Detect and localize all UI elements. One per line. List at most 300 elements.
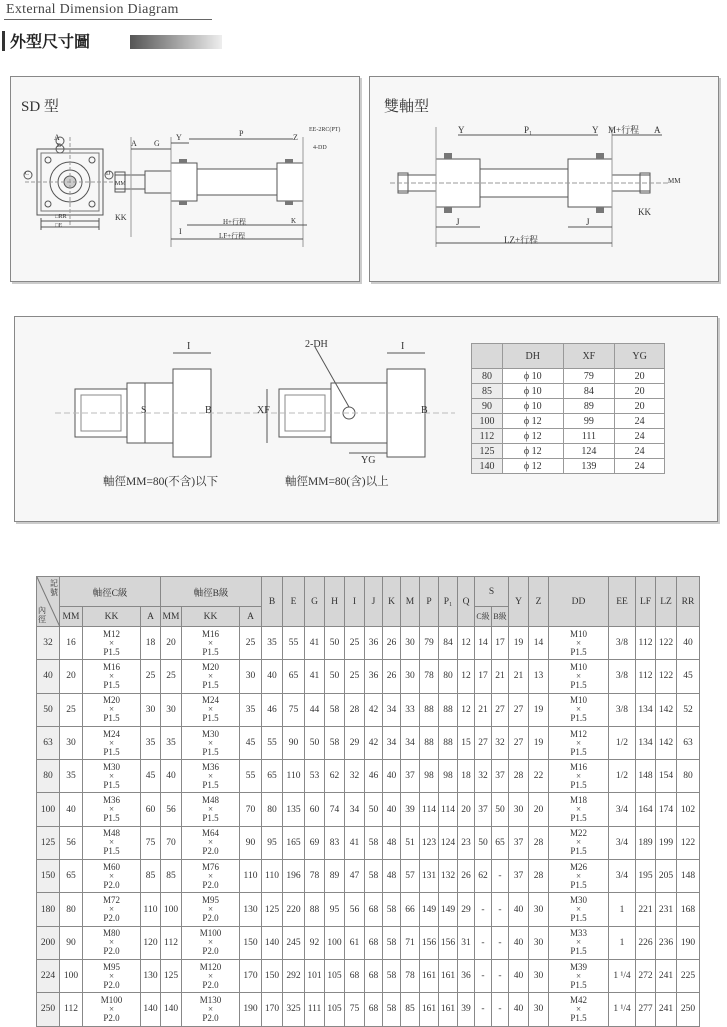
value-cell: 92 <box>305 926 325 959</box>
thread-part: P1.5 <box>570 713 587 724</box>
value-cell: 37 <box>475 793 492 826</box>
thread-part: × <box>207 1003 214 1014</box>
value-cell: 37 <box>492 760 509 793</box>
label-xf: XF <box>257 405 270 416</box>
thread-part: × <box>108 804 115 815</box>
value-cell: 110 <box>283 760 305 793</box>
value-cell: 85 <box>141 860 161 893</box>
value-cell: 195 <box>636 860 656 893</box>
value-cell: 170 <box>240 959 262 992</box>
thread-cell <box>83 860 141 893</box>
dh-value-cell: 89 <box>563 399 615 414</box>
value-cell: 48 <box>383 826 401 859</box>
value-cell: 30 <box>529 926 549 959</box>
value-cell: 40 <box>262 660 283 693</box>
value-cell: 55 <box>262 726 283 759</box>
corner-bottom: 內徑 <box>38 606 46 624</box>
thread-part: × <box>207 670 214 681</box>
value-cell: 114 <box>439 793 458 826</box>
bore-cell: 50 <box>37 693 60 726</box>
value-cell: 18 <box>141 627 161 660</box>
value-cell: 70 <box>240 793 262 826</box>
sub-c-a: A <box>141 607 161 627</box>
value-cell: 39 <box>458 993 475 1026</box>
value-cell: - <box>492 860 509 893</box>
value-cell: 110 <box>141 893 161 926</box>
label-a2: A <box>131 139 137 148</box>
thread-cell <box>549 959 609 992</box>
value-cell: 190 <box>240 993 262 1026</box>
value-cell: 65 <box>262 760 283 793</box>
value-cell: 40 <box>161 760 182 793</box>
value-cell: 142 <box>656 693 677 726</box>
value-cell: 125 <box>161 959 182 992</box>
value-cell: 63 <box>677 726 700 759</box>
value-cell: 12 <box>458 627 475 660</box>
value-cell: 225 <box>677 959 700 992</box>
value-cell: 196 <box>283 860 305 893</box>
value-cell: 35 <box>262 627 283 660</box>
table-row <box>37 860 700 893</box>
dh-table-row <box>472 429 665 444</box>
dh-value-cell: 24 <box>615 444 665 459</box>
thread-part: M36 <box>102 795 120 806</box>
thread-part: M10 <box>569 628 587 639</box>
value-cell: 150 <box>262 959 283 992</box>
thread-part: P1.5 <box>570 846 587 857</box>
value-cell: 30 <box>240 660 262 693</box>
value-cell: 56 <box>161 793 182 826</box>
thread-cell <box>83 926 141 959</box>
thread-part: P1.5 <box>202 713 219 724</box>
value-cell: 50 <box>325 627 345 660</box>
value-cell: 36 <box>365 627 383 660</box>
value-cell: 30 <box>529 893 549 926</box>
value-cell: 58 <box>325 726 345 759</box>
col-y: Y <box>509 577 529 627</box>
dh-bore-cell: 80 <box>472 369 503 384</box>
dh-value-cell: ϕ 12 <box>503 444 564 459</box>
value-cell: - <box>475 993 492 1026</box>
dh-value-cell: ϕ 12 <box>503 414 564 429</box>
value-cell: 26 <box>383 660 401 693</box>
value-cell: 19 <box>529 726 549 759</box>
value-cell: 71 <box>401 926 420 959</box>
value-cell: 65 <box>283 660 305 693</box>
value-cell: 79 <box>420 627 439 660</box>
thread-part: P1.5 <box>570 946 587 957</box>
value-cell: 14 <box>529 627 549 660</box>
sub-c-mm: MM <box>60 607 83 627</box>
value-cell: 47 <box>345 860 365 893</box>
value-cell: 89 <box>325 860 345 893</box>
thread-cell <box>182 693 240 726</box>
value-cell: 156 <box>439 926 458 959</box>
thread-part: M30 <box>569 895 587 906</box>
thread-part: × <box>108 670 115 681</box>
thread-cell <box>83 893 141 926</box>
value-cell: 148 <box>636 760 656 793</box>
value-cell: 74 <box>325 793 345 826</box>
value-cell: 3/4 <box>609 860 636 893</box>
thread-part: × <box>207 904 214 915</box>
value-cell: 245 <box>283 926 305 959</box>
title-bar <box>2 31 5 51</box>
value-cell: 98 <box>439 760 458 793</box>
value-cell: 85 <box>401 993 420 1026</box>
value-cell: 1 ¹/4 <box>609 993 636 1026</box>
value-cell: 15 <box>458 726 475 759</box>
value-cell: 62 <box>475 860 492 893</box>
value-cell: 1/2 <box>609 760 636 793</box>
value-cell: 30 <box>60 726 83 759</box>
thread-cell <box>549 660 609 693</box>
thread-part: P2.0 <box>103 979 120 990</box>
table-row <box>37 893 700 926</box>
value-cell: 110 <box>240 860 262 893</box>
value-cell: 68 <box>365 893 383 926</box>
value-cell: 189 <box>636 826 656 859</box>
thread-part: M60 <box>102 861 120 872</box>
col-rr: RR <box>677 577 700 627</box>
value-cell: 105 <box>325 993 345 1026</box>
table-row <box>37 693 700 726</box>
value-cell: - <box>492 893 509 926</box>
bore-cell: 150 <box>37 860 60 893</box>
value-cell: 58 <box>325 693 345 726</box>
value-cell: 90 <box>283 726 305 759</box>
value-cell: 3/4 <box>609 826 636 859</box>
label-p1: P₁ <box>524 125 533 135</box>
thread-part: P1.5 <box>202 679 219 690</box>
thread-part: × <box>575 1003 582 1014</box>
thread-part: P1.5 <box>570 813 587 824</box>
thread-cell <box>549 826 609 859</box>
value-cell: 68 <box>365 993 383 1026</box>
value-cell: 122 <box>677 826 700 859</box>
thread-cell <box>83 826 141 859</box>
value-cell: 3/8 <box>609 693 636 726</box>
value-cell: 55 <box>240 760 262 793</box>
thread-part: × <box>207 804 214 815</box>
dh-table-row <box>472 444 665 459</box>
thread-cell <box>182 660 240 693</box>
thread-part: × <box>207 704 214 715</box>
value-cell: 154 <box>656 760 677 793</box>
dh-bore-cell: 140 <box>472 459 503 474</box>
value-cell: 80 <box>262 793 283 826</box>
thread-cell <box>83 627 141 660</box>
value-cell: 48 <box>383 860 401 893</box>
value-cell: 32 <box>345 760 365 793</box>
value-cell: 161 <box>420 959 439 992</box>
value-cell: 88 <box>305 893 325 926</box>
table-row <box>37 760 700 793</box>
value-cell: - <box>475 959 492 992</box>
dh-bore-cell: 112 <box>472 429 503 444</box>
table-row <box>37 993 700 1026</box>
thread-cell <box>549 693 609 726</box>
bore-cell: 180 <box>37 893 60 926</box>
value-cell: 22 <box>529 760 549 793</box>
value-cell: 156 <box>420 926 439 959</box>
value-cell: 114 <box>420 793 439 826</box>
value-cell: 231 <box>656 893 677 926</box>
bore-cell: 40 <box>37 660 60 693</box>
value-cell: 29 <box>458 893 475 926</box>
double-rod-drawing <box>370 77 718 281</box>
value-cell: 80 <box>439 660 458 693</box>
thread-cell <box>549 760 609 793</box>
thread-part: P2.0 <box>103 946 120 957</box>
caption-above-80: 軸徑MM=80(含)以上 <box>285 476 389 488</box>
value-cell: 27 <box>492 693 509 726</box>
value-cell: 100 <box>161 893 182 926</box>
value-cell: 75 <box>141 826 161 859</box>
col-dd: DD <box>549 577 609 627</box>
thread-part: × <box>207 837 214 848</box>
bore-cell: 250 <box>37 993 60 1026</box>
value-cell: 30 <box>401 627 420 660</box>
thread-part: M80 <box>102 928 120 939</box>
col-h: H <box>325 577 345 627</box>
value-cell: 41 <box>305 627 325 660</box>
value-cell: 134 <box>636 726 656 759</box>
thread-part: M95 <box>201 895 219 906</box>
value-cell: 40 <box>383 793 401 826</box>
value-cell: 205 <box>656 860 677 893</box>
value-cell: 21 <box>475 693 492 726</box>
value-cell: 19 <box>529 693 549 726</box>
dh-value-cell: 20 <box>615 384 665 399</box>
value-cell: 17 <box>475 660 492 693</box>
value-cell: - <box>492 926 509 959</box>
thread-part: M26 <box>569 861 587 872</box>
value-cell: 122 <box>656 627 677 660</box>
col-p1: P₁ <box>439 577 458 627</box>
dh-value-cell: ϕ 10 <box>503 369 564 384</box>
value-cell: 61 <box>345 926 365 959</box>
sub-c-kk: KK <box>83 607 141 627</box>
value-cell: 85 <box>161 860 182 893</box>
thread-part: P1.5 <box>103 779 120 790</box>
value-cell: 35 <box>240 693 262 726</box>
thread-part: × <box>207 637 214 648</box>
bore-cell: 32 <box>37 627 60 660</box>
value-cell: 21 <box>509 660 529 693</box>
value-cell: 236 <box>656 926 677 959</box>
col-b: B <box>262 577 283 627</box>
table-row <box>37 793 700 826</box>
value-cell: 30 <box>141 693 161 726</box>
dh-value-cell: 20 <box>615 369 665 384</box>
label-c: C <box>25 171 30 177</box>
label-a: A <box>54 133 60 142</box>
value-cell: 220 <box>283 893 305 926</box>
value-cell: 3/8 <box>609 660 636 693</box>
value-cell: 42 <box>365 726 383 759</box>
value-cell: 95 <box>262 826 283 859</box>
thread-part: M12 <box>569 728 587 739</box>
thread-part: M10 <box>569 661 587 672</box>
value-cell: 1 <box>609 893 636 926</box>
sd-type-drawing <box>11 77 359 281</box>
dh-bore-cell: 100 <box>472 414 503 429</box>
value-cell: 98 <box>420 760 439 793</box>
value-cell: 20 <box>529 793 549 826</box>
value-cell: 41 <box>345 826 365 859</box>
thread-part: M120 <box>199 961 222 972</box>
thread-part: P1.5 <box>202 746 219 757</box>
dh-value-cell: 24 <box>615 459 665 474</box>
thread-part: P1.5 <box>570 913 587 924</box>
thread-part: M30 <box>201 728 219 739</box>
value-cell: 37 <box>509 826 529 859</box>
value-cell: 3/4 <box>609 793 636 826</box>
value-cell: 110 <box>262 860 283 893</box>
thread-part: P1.5 <box>570 1012 587 1023</box>
table-row <box>37 826 700 859</box>
value-cell: 30 <box>161 693 182 726</box>
value-cell: 20 <box>458 793 475 826</box>
value-cell: 78 <box>305 860 325 893</box>
thread-cell <box>182 893 240 926</box>
dh-value-cell: 79 <box>563 369 615 384</box>
thread-part: M24 <box>102 728 120 739</box>
dh-value-cell: ϕ 12 <box>503 459 564 474</box>
sd-type-title: SD 型 <box>21 99 59 115</box>
value-cell: 12 <box>458 693 475 726</box>
thread-part: P1.5 <box>103 679 120 690</box>
value-cell: 50 <box>305 726 325 759</box>
label-e: □E <box>55 223 63 229</box>
col-q: Q <box>458 577 475 627</box>
thread-cell <box>83 793 141 826</box>
thread-part: M22 <box>569 828 587 839</box>
thread-part: M76 <box>201 861 219 872</box>
value-cell: 58 <box>383 893 401 926</box>
table-row <box>37 627 700 660</box>
value-cell: 50 <box>325 660 345 693</box>
value-cell: 148 <box>677 860 700 893</box>
thread-part: P1.5 <box>202 779 219 790</box>
thread-part: × <box>575 837 582 848</box>
value-cell: 88 <box>439 693 458 726</box>
value-cell: 68 <box>365 959 383 992</box>
thread-part: P2.0 <box>103 913 120 924</box>
thread-part: × <box>575 637 582 648</box>
label-i: I <box>179 227 182 236</box>
value-cell: 226 <box>636 926 656 959</box>
label-y-right: Y <box>592 125 599 135</box>
value-cell: 25 <box>345 627 365 660</box>
value-cell: 37 <box>509 860 529 893</box>
thread-part: × <box>108 937 115 948</box>
thread-part: P1.5 <box>570 679 587 690</box>
dh-value-cell: 24 <box>615 414 665 429</box>
value-cell: 199 <box>656 826 677 859</box>
value-cell: 90 <box>240 826 262 859</box>
thread-part: M100 <box>100 994 123 1005</box>
thread-part: P1.5 <box>570 779 587 790</box>
value-cell: 131 <box>420 860 439 893</box>
label-b-left: B <box>205 405 212 416</box>
thread-part: P2.0 <box>202 979 219 990</box>
value-cell: 122 <box>656 660 677 693</box>
thread-part: P1.5 <box>103 713 120 724</box>
value-cell: 100 <box>325 926 345 959</box>
table-row <box>37 959 700 992</box>
thread-part: P2.0 <box>202 946 219 957</box>
thread-part: M39 <box>569 961 587 972</box>
value-cell: 16 <box>60 627 83 660</box>
thread-cell <box>83 993 141 1026</box>
dh-bore-cell: 125 <box>472 444 503 459</box>
value-cell: 29 <box>345 726 365 759</box>
thread-part: P2.0 <box>103 879 120 890</box>
value-cell: 28 <box>345 693 365 726</box>
value-cell: - <box>475 926 492 959</box>
label-i-right: I <box>401 341 405 352</box>
thread-part: P1.5 <box>570 746 587 757</box>
value-cell: 124 <box>439 826 458 859</box>
col-g: G <box>305 577 325 627</box>
thread-cell <box>182 627 240 660</box>
thread-part: × <box>207 937 214 948</box>
col-m: M <box>401 577 420 627</box>
value-cell: 150 <box>240 926 262 959</box>
value-cell: 168 <box>677 893 700 926</box>
value-cell: 95 <box>325 893 345 926</box>
label-p: P <box>239 129 244 138</box>
thread-part: × <box>575 937 582 948</box>
thread-part: × <box>207 770 214 781</box>
value-cell: 13 <box>529 660 549 693</box>
thread-part: M130 <box>199 994 222 1005</box>
thread-part: P1.5 <box>202 813 219 824</box>
dh-value-cell: 111 <box>563 429 615 444</box>
double-rod-panel <box>369 76 719 282</box>
thread-part: P2.0 <box>202 1012 219 1023</box>
label-mm: MM <box>115 181 126 187</box>
value-cell: 21 <box>492 660 509 693</box>
label-b-right: B <box>421 405 428 416</box>
value-cell: 135 <box>283 793 305 826</box>
thread-cell <box>549 926 609 959</box>
title-rule <box>4 19 212 20</box>
value-cell: - <box>492 959 509 992</box>
label-lz-stroke: LZ+行程 <box>504 235 539 245</box>
thread-part: M10 <box>569 695 587 706</box>
value-cell: 58 <box>365 826 383 859</box>
value-cell: 34 <box>383 693 401 726</box>
value-cell: 44 <box>305 693 325 726</box>
value-cell: 40 <box>383 760 401 793</box>
col-s: S <box>475 577 509 607</box>
thread-cell <box>549 627 609 660</box>
label-a: A <box>654 125 661 135</box>
thread-cell <box>83 959 141 992</box>
thread-part: × <box>108 637 115 648</box>
thread-part: × <box>575 670 582 681</box>
table-row <box>37 660 700 693</box>
table-row <box>37 926 700 959</box>
bore-cell: 200 <box>37 926 60 959</box>
thread-part: P1.5 <box>570 646 587 657</box>
label-y: Y <box>176 133 182 142</box>
thread-part: × <box>575 704 582 715</box>
sub-b-kk: KK <box>182 607 240 627</box>
